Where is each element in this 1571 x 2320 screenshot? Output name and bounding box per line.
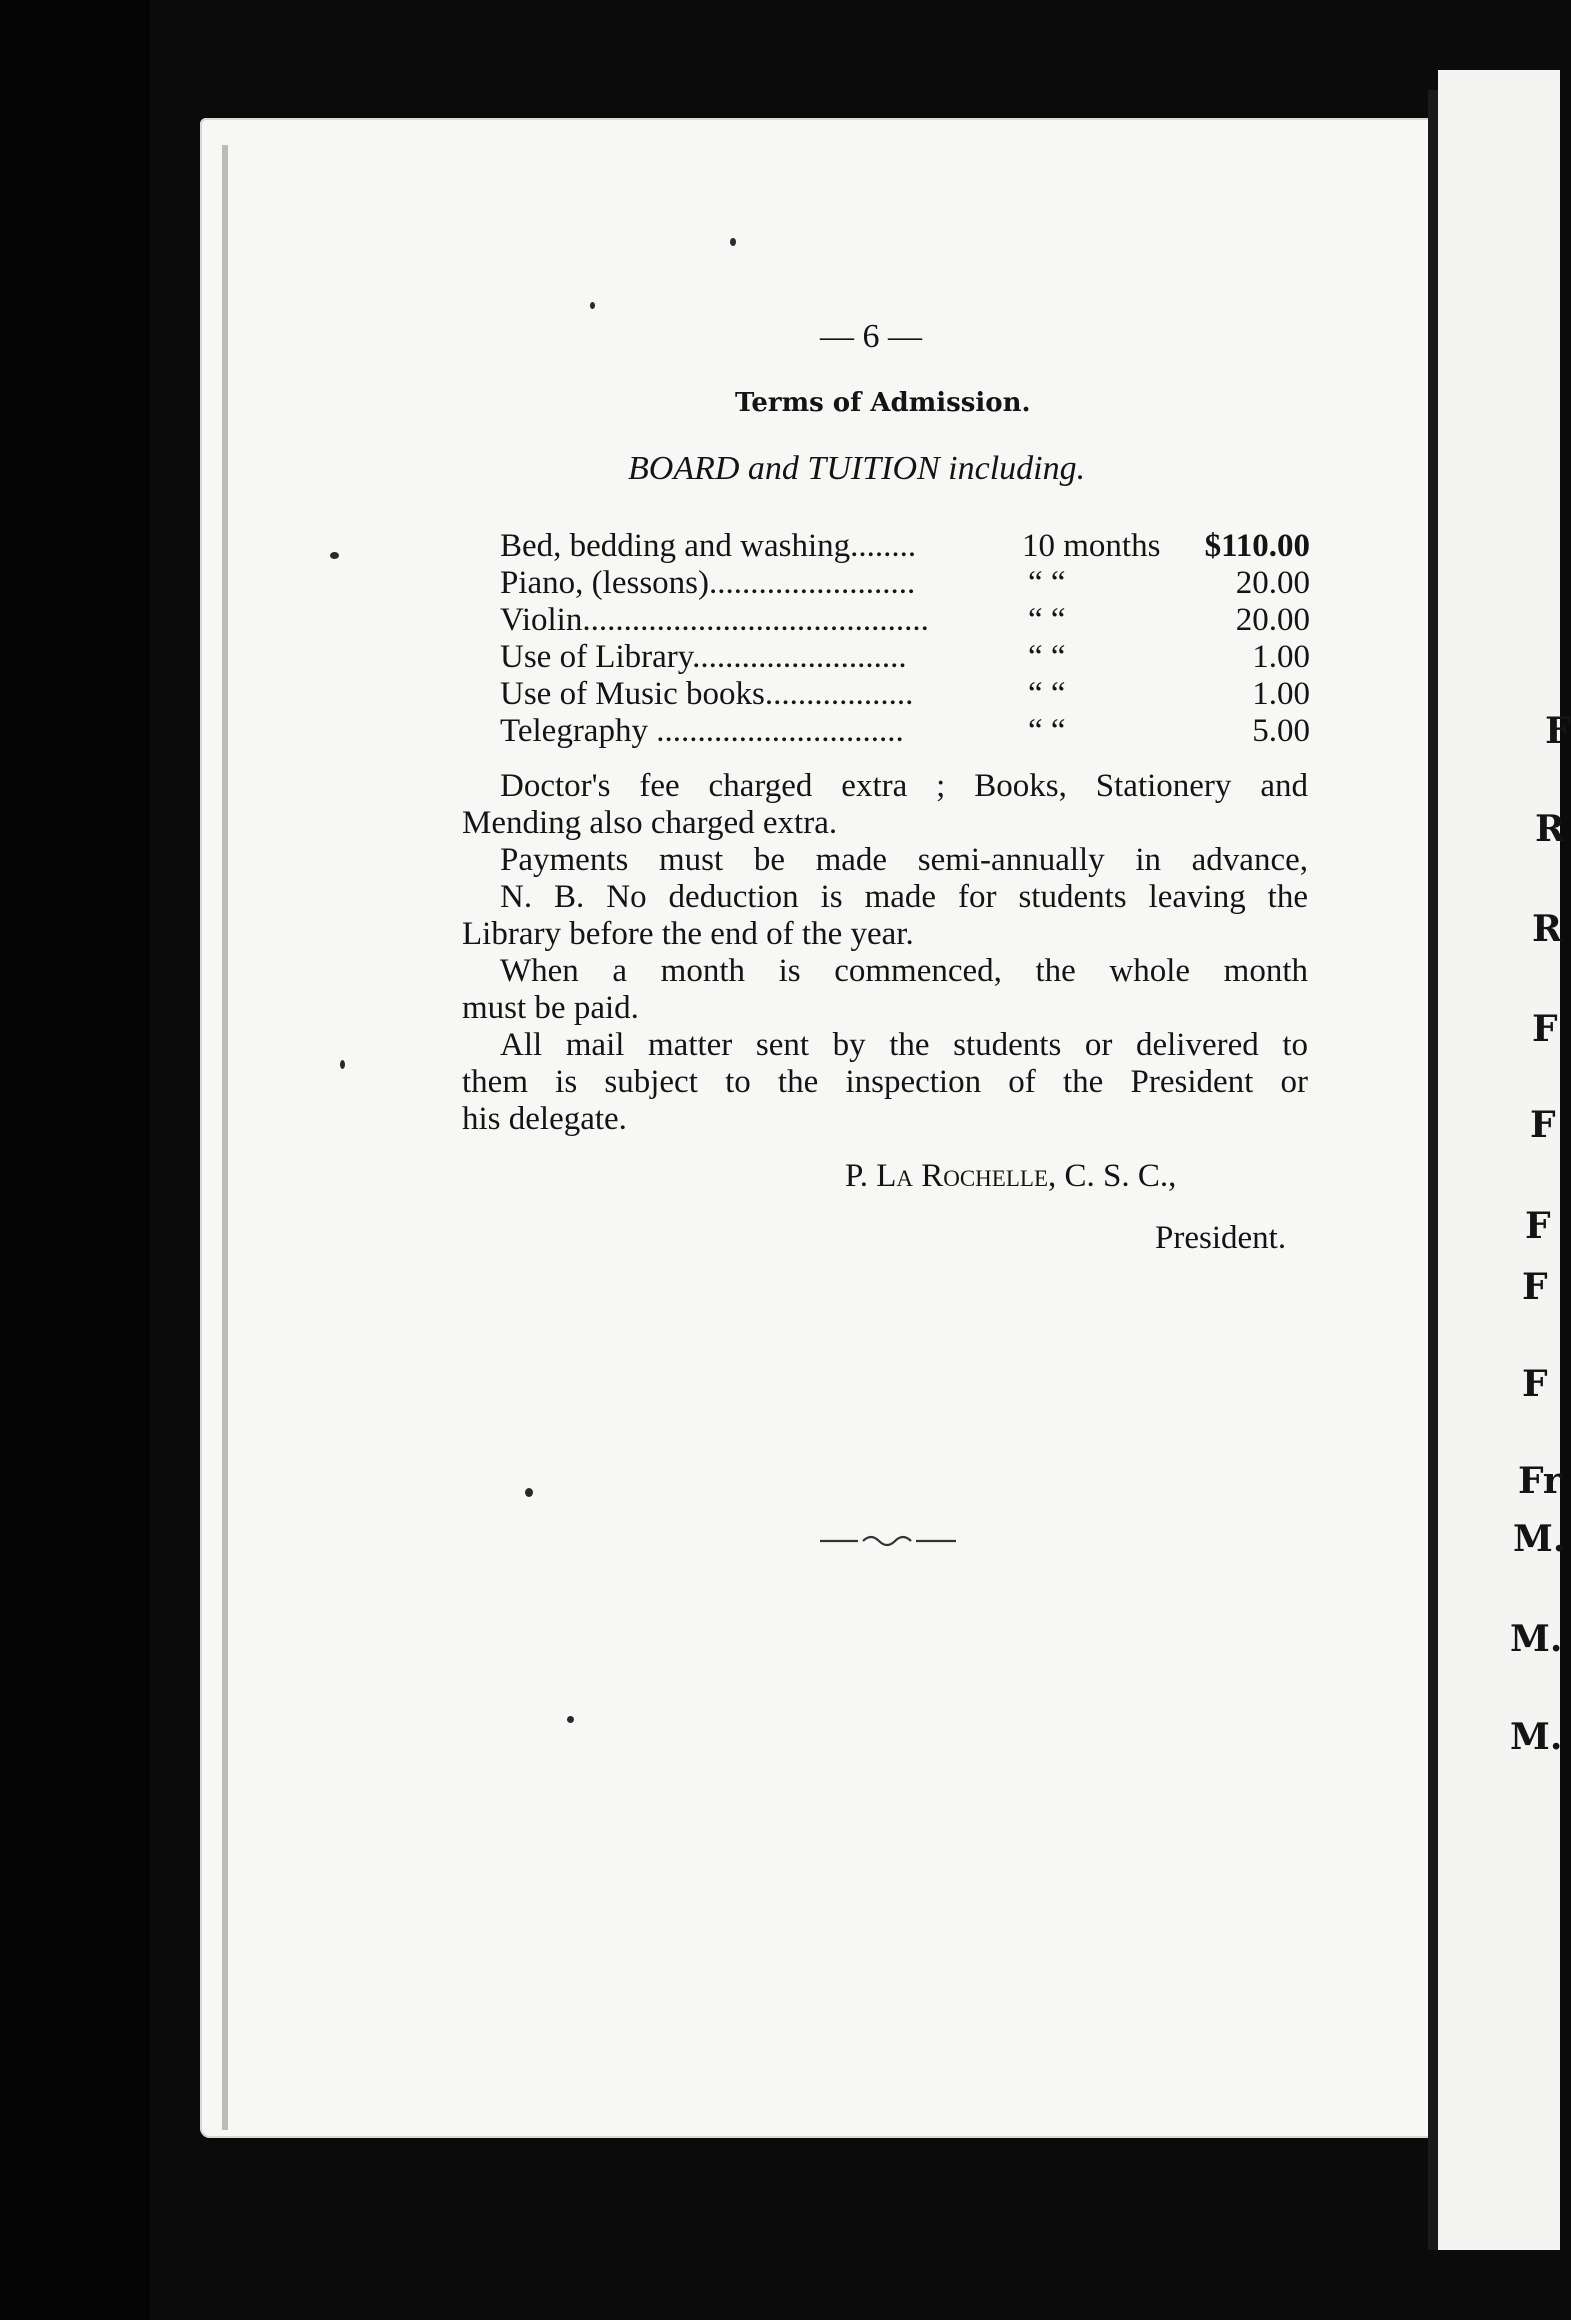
fee-item: Use of Music books.................. — [500, 676, 914, 712]
section-subheading — [628, 450, 1085, 488]
signature-name: La Rochelle, — [876, 1158, 1057, 1194]
scan-speck — [330, 552, 339, 559]
month-line2: must be paid. — [462, 990, 639, 1026]
fee-row — [500, 639, 1310, 677]
fee-amount: 1.00 — [1252, 639, 1310, 675]
signature-initial: P. — [845, 1158, 868, 1194]
facing-fragment: M. — [1510, 1716, 1563, 1758]
fee-row — [500, 713, 1310, 751]
fee-period: “ “ — [1028, 602, 1066, 638]
facing-fragment: R — [1535, 808, 1565, 850]
facing-fragment: R — [1532, 908, 1562, 950]
fee-item: Bed, bedding and washing........ — [500, 528, 917, 564]
scan-speck — [525, 1488, 533, 1497]
payments-line: Payments must be made semi-annually in advance, — [500, 842, 1308, 878]
page-edge-shadow — [222, 145, 228, 2130]
facing-page — [1438, 70, 1563, 2250]
nb-line1: N. B. No deduction is made for students leaving the — [500, 879, 1308, 915]
subheading-and: and — [747, 450, 799, 487]
facing-fragment: M. — [1510, 1618, 1563, 1660]
facing-fragment: F — [1522, 1266, 1548, 1308]
scan-speck — [730, 238, 736, 246]
fee-period: “ “ — [1028, 713, 1066, 749]
fee-item: Telegraphy .............................. — [500, 713, 904, 749]
scan-speck — [567, 1716, 574, 1723]
facing-fragment: F — [1545, 710, 1571, 752]
book-gutter — [1428, 90, 1438, 2250]
fee-item: Use of Library.......................... — [500, 639, 907, 675]
facing-fragment: F — [1530, 1104, 1556, 1146]
fee-row — [500, 565, 1310, 603]
fee-row — [500, 602, 1310, 640]
subheading-including: including. — [948, 450, 1086, 487]
fee-amount: 5.00 — [1252, 713, 1310, 749]
mail-line2: them is subject to the inspection of the President or — [462, 1064, 1308, 1100]
fee-period: “ “ — [1028, 639, 1066, 675]
fee-amount: 1.00 — [1252, 676, 1310, 712]
ornament-rule — [818, 1530, 958, 1550]
scan-speck — [340, 1060, 345, 1069]
subheading-tuition: TUITION — [807, 450, 940, 487]
page-title: Terms of Admission. — [735, 388, 1031, 418]
facing-fragment: F — [1522, 1363, 1548, 1405]
signature-order: C. S. C., — [1064, 1158, 1177, 1194]
fee-amount: 20.00 — [1235, 565, 1310, 601]
page-number: — 6 — — [820, 318, 922, 355]
mail-line1: All mail matter sent by the students or delivered to — [500, 1027, 1308, 1063]
doctor-fee-line1: Doctor's fee charged extra ; Books, Stationery and — [500, 768, 1308, 804]
fee-period: “ “ — [1028, 565, 1066, 601]
fee-amount: $110.00 — [1204, 528, 1310, 564]
fee-item: Violin.......................................... — [500, 602, 929, 638]
facing-fragment: F — [1525, 1205, 1551, 1247]
mail-line3: his delegate. — [462, 1101, 627, 1137]
nb-line2: Library before the end of the year. — [462, 916, 914, 952]
fee-period: 10 months — [1022, 528, 1161, 564]
month-line1: When a month is commenced, the whole month — [500, 953, 1308, 989]
signature-title: President. — [1155, 1220, 1287, 1256]
scan-speck — [590, 302, 595, 309]
doctor-fee-line2: Mending also charged extra. — [462, 805, 838, 841]
facing-fragment: Fr — [1518, 1460, 1562, 1502]
subheading-board: BOARD — [628, 450, 740, 487]
facing-fragment: M. — [1513, 1518, 1566, 1560]
scan-background-left — [0, 0, 150, 2320]
fee-period: “ “ — [1028, 676, 1066, 712]
facing-fragment: F — [1532, 1008, 1558, 1050]
fee-item: Piano, (lessons)......................... — [500, 565, 916, 601]
signature-line — [845, 1158, 1176, 1195]
fee-row — [500, 676, 1310, 714]
left-page — [200, 118, 1432, 2138]
fee-amount: 20.00 — [1235, 602, 1310, 638]
fee-row — [500, 528, 1310, 566]
